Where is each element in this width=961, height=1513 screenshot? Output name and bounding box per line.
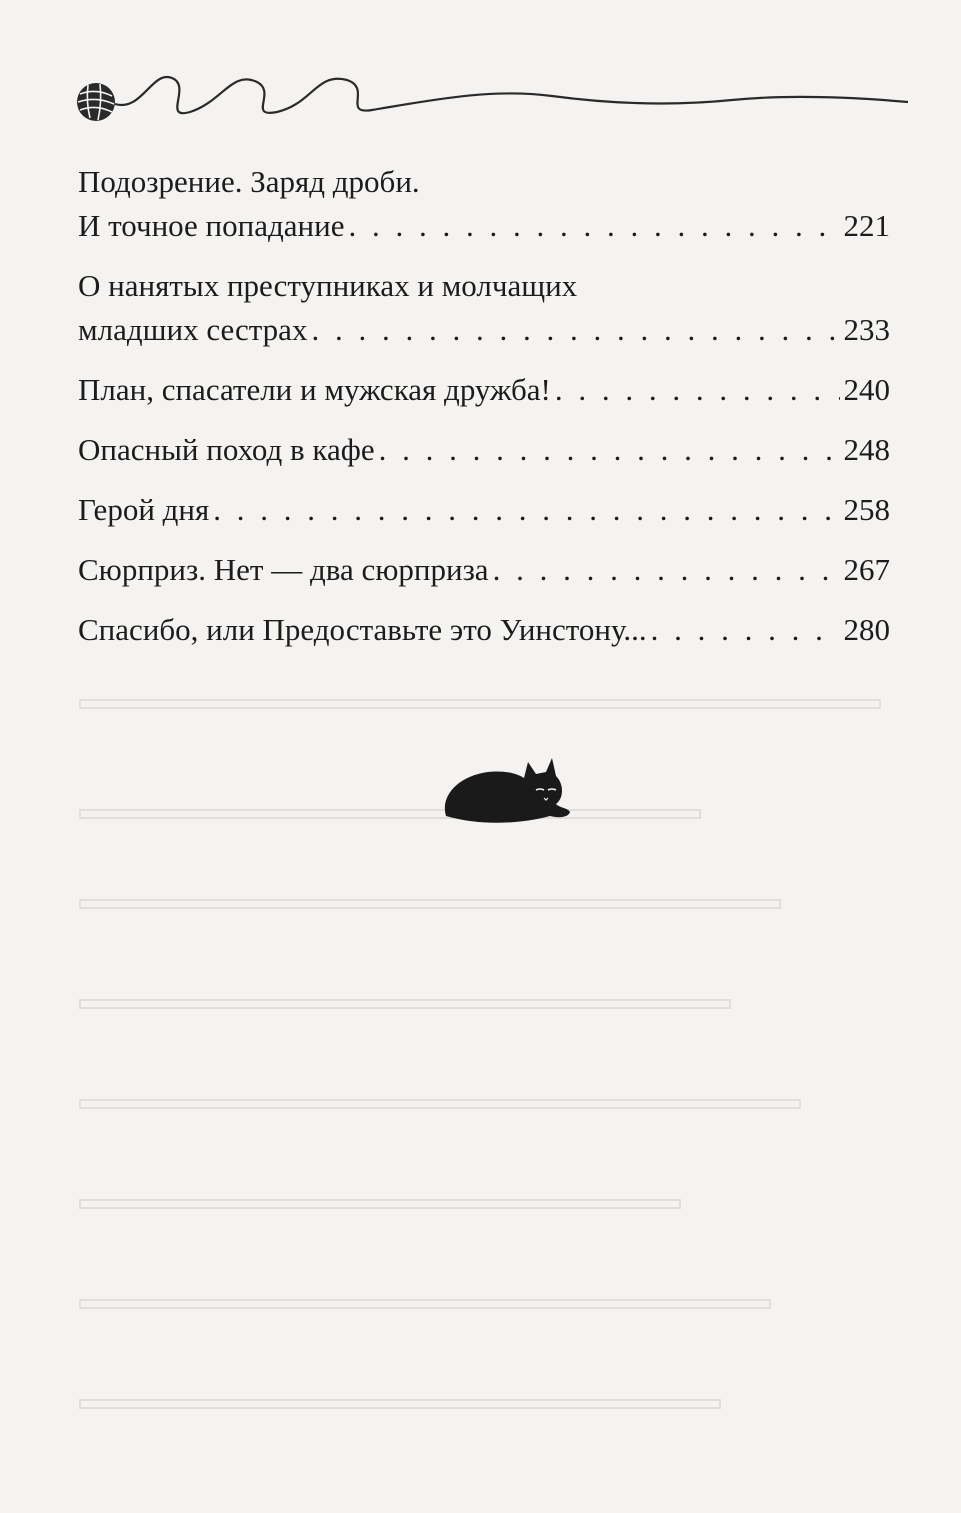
toc-entry-page: 221	[843, 208, 890, 243]
dot-leader	[379, 428, 840, 472]
dot-leader	[311, 308, 839, 352]
toc-entry-page: 280	[843, 612, 890, 647]
toc-entry-title: Сюрприз. Нет — два сюрприза	[78, 552, 489, 587]
toc-entry[interactable]	[78, 428, 890, 472]
toc-entry-last-line	[78, 308, 890, 352]
toc-entry[interactable]	[78, 608, 890, 652]
toc-entry-last-line	[78, 548, 890, 592]
toc-entry[interactable]	[78, 264, 890, 352]
toc-entry[interactable]	[78, 368, 890, 412]
dot-leader	[348, 204, 839, 248]
toc-entry-page: 248	[843, 432, 890, 467]
toc-entry-title-line: О нанятых преступниках и молчащих	[78, 268, 578, 303]
toc-entry-title: План, спасатели и мужская дружба!	[78, 372, 551, 407]
toc-entry-title: младших сестрах	[78, 312, 308, 347]
toc-entry-page: 267	[843, 552, 890, 587]
toc-entry[interactable]	[78, 160, 890, 248]
toc-entry-page: 258	[843, 492, 890, 527]
dot-leader	[493, 548, 840, 592]
toc-entry[interactable]	[78, 548, 890, 592]
toc-entry-last-line	[78, 488, 890, 532]
toc-entry[interactable]	[78, 488, 890, 532]
toc-entry-last-line	[78, 608, 890, 652]
toc-entry-title-line: Подозрение. Заряд дроби.	[78, 164, 420, 199]
toc-entry-page: 233	[843, 312, 890, 347]
toc-entry-title: И точное попадание	[78, 208, 345, 243]
toc-entry-page: 240	[843, 372, 890, 407]
yarn-ball-with-thread-icon	[72, 60, 912, 130]
dot-leader	[651, 608, 840, 652]
toc-entry-last-line	[78, 368, 890, 412]
toc-entry-last-line	[78, 428, 890, 472]
dot-leader	[213, 488, 839, 532]
toc-entry-title: Опасный поход в кафе	[78, 432, 375, 467]
table-of-contents	[78, 160, 890, 668]
toc-entry-title: Герой дня	[78, 492, 210, 527]
dot-leader	[555, 368, 840, 412]
sleeping-black-cat-icon	[440, 752, 572, 832]
toc-entry-last-line	[78, 204, 890, 248]
toc-entry-title: Спасибо, или Предоставьте это Уинстону...	[78, 612, 647, 647]
